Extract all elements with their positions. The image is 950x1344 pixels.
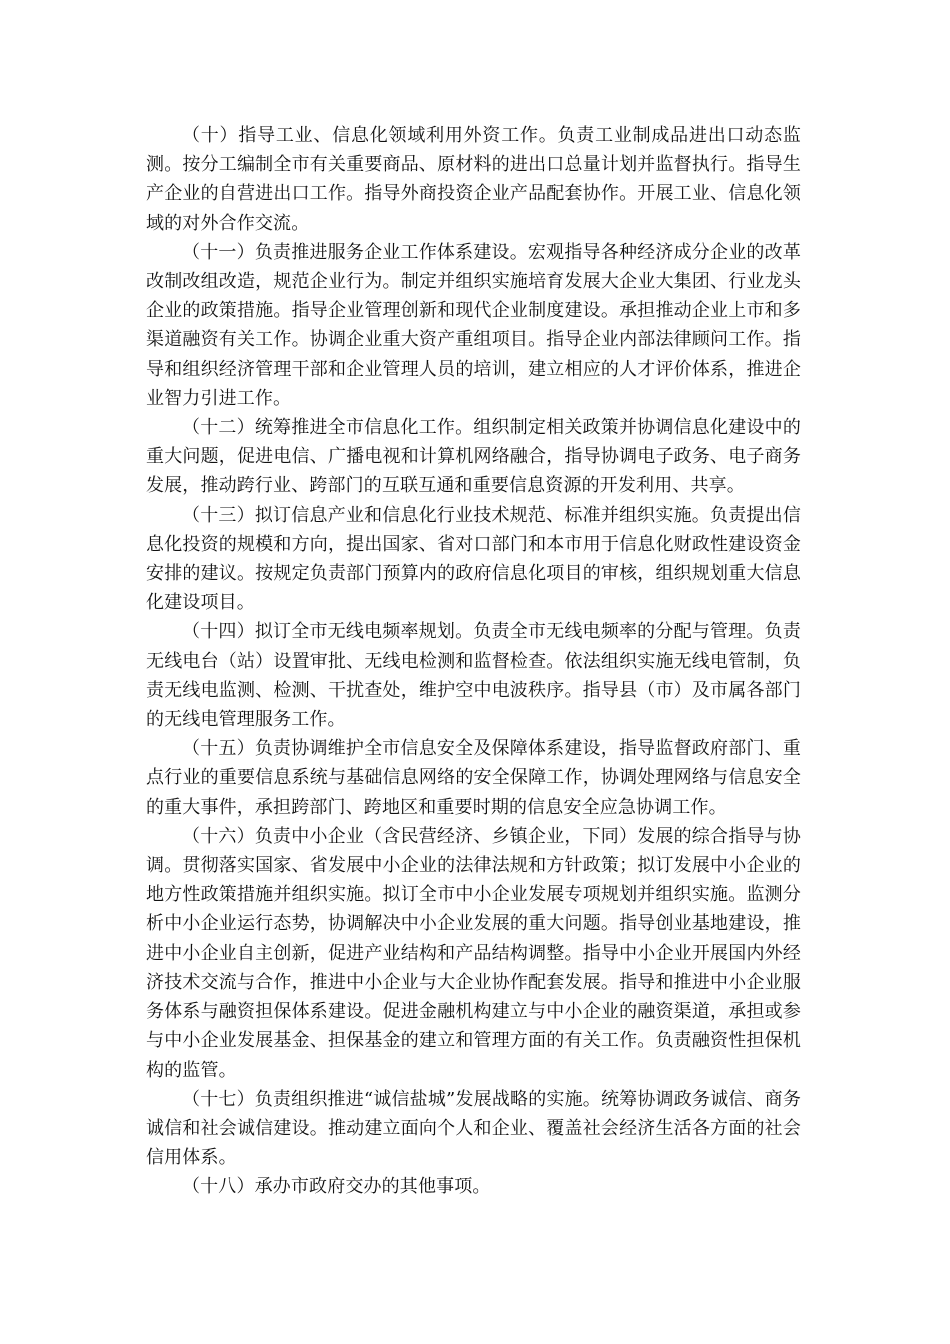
paragraph-14: （十四）拟订全市无线电频率规划。负责全市无线电频率的分配与管理。负责无线电台（站）设置审批、无线电检测和监督检查。依法组织实施无线电管制，负责无线电监测、检测、干扰查处，维护空中电波秩序。指导县（市）及市属各部门的无线电管理服务工作。 bbox=[146, 621, 801, 731]
paragraph-16: （十六）负责中小企业（含民营经济、乡镇企业，下同）发展的综合指导与协调。贯彻落实国家、省发展中小企业的法律法规和方针政策；拟订发展中小企业的地方性政策措施并组织实施。拟订全市中小企业发展专项规划并组织实施。监测分析中小企业运行态势，协调解决中小企业发展的重大问题。指导创业基地建设，推进中小企业自主创新，促进产业结构和产品结构调整。指导中小企业开展国内外经济技术交流与合作，推进中小企业与大企业协作配套发展。指导和推进中小企业服务体系与融资担保体系建设。促进金融机构建立与中小企业的融资渠道，承担或参与中小企业发展基金、担保基金的建立和管理方面的有关工作。负责融资性担保机构的监管。 bbox=[146, 825, 801, 1081]
paragraph-17: （十七）负责组织推进“诚信盐城”发展战略的实施。统筹协调政务诚信、商务诚信和社会诚信建设。推动建立面向个人和企业、覆盖社会经济生活各方面的社会信用体系。 bbox=[146, 1088, 801, 1169]
paragraph-13: （十三）拟订信息产业和信息化行业技术规范、标准并组织实施。负责提出信息化投资的规模和方向，提出国家、省对口部门和本市用于信息化财政性建设资金安排的建议。按规定负责部门预算内的政府信息化项目的审核，组织规划重大信息化建设项目。 bbox=[146, 504, 801, 614]
document-body bbox=[146, 121, 801, 1202]
paragraph-11: （十一）负责推进服务企业工作体系建设。宏观指导各种经济成分企业的改革改制改组改造，规范企业行为。制定并组织实施培育发展大企业大集团、行业龙头企业的政策措施。指导企业管理创新和现代企业制度建设。承担推动企业上市和多渠道融资有关工作。协调企业重大资产重组项目。指导企业内部法律顾问工作。指导和组织经济管理干部和企业管理人员的培训，建立相应的人才评价体系，推进企业智力引进工作。 bbox=[146, 241, 801, 409]
paragraph-10: （十）指导工业、信息化领域利用外资工作。负责工业制成品进出口动态监测。按分工编制全市有关重要商品、原材料的进出口总量计划并监督执行。指导生产企业的自营进出口工作。指导外商投资企业产品配套协作。开展工业、信息化领域的对外合作交流。 bbox=[146, 125, 801, 234]
paragraph-15: （十五）负责协调维护全市信息安全及保障体系建设，指导监督政府部门、重点行业的重要信息系统与基础信息网络的安全保障工作，协调处理网络与信息安全的重大事件，承担跨部门、跨地区和重要时期的信息安全应急协调工作。 bbox=[146, 738, 801, 818]
paragraph-18: （十八）承办市政府交办的其他事项。 bbox=[182, 1176, 491, 1198]
paragraph-12: （十二）统筹推进全市信息化工作。组织制定相关政策并协调信息化建设中的重大问题，促进电信、广播电视和计算机网络融合，指导协调电子政务、电子商务发展，推动跨行业、跨部门的互联互通和重要信息资源的开发利用、共享。 bbox=[146, 417, 801, 497]
